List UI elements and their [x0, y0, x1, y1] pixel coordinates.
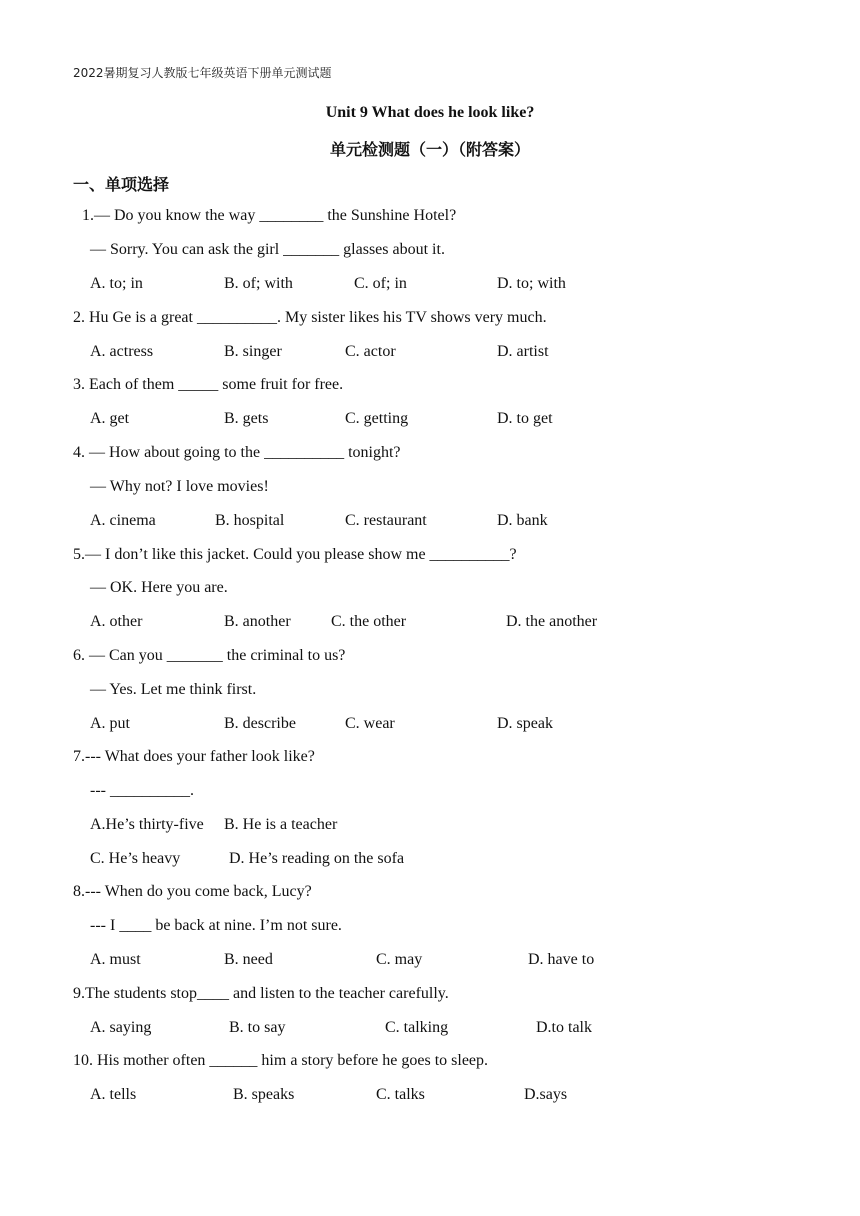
test-subtitle: 单元检测题（一）（附答案）: [329, 140, 530, 159]
question-10-stem: 10. His mother often ______ him a story before he goes to sleep.: [73, 1052, 489, 1069]
question-1-reply: — Sorry. You can ask the girl _______ glasses about it.: [90, 241, 445, 258]
section-heading: 一、单项选择: [73, 175, 170, 194]
option-10d: D.says: [524, 1086, 568, 1103]
option-8d: D. have to: [528, 951, 595, 968]
option-9d: D.to talk: [536, 1019, 592, 1036]
option-7b: B. He is a teacher: [224, 816, 338, 833]
option-9c: C. talking: [385, 1019, 449, 1036]
question-7-reply: --- __________.: [90, 782, 194, 799]
option-10c: C. talks: [376, 1086, 425, 1103]
option-3a: A. get: [90, 410, 130, 427]
option-2a: A. actress: [90, 343, 154, 360]
option-1b: B. of; with: [224, 275, 293, 292]
option-5d: D. the another: [506, 613, 598, 630]
option-5a: A. other: [90, 613, 143, 630]
question-6-stem: 6. — Can you _______ the criminal to us?: [73, 647, 346, 664]
option-4d: D. bank: [497, 512, 548, 529]
option-4c: C. restaurant: [345, 512, 427, 529]
unit-title: Unit 9 What does he look like?: [325, 104, 535, 121]
question-7-stem: 7.--- What does your father look like?: [73, 748, 315, 765]
option-6d: D. speak: [497, 715, 553, 732]
option-3c: C. getting: [345, 410, 409, 427]
option-7c: C. He’s heavy: [90, 850, 181, 867]
option-1c: C. of; in: [354, 275, 407, 292]
question-5-stem: 5.— I don’t like this jacket. Could you please show me __________?: [73, 546, 517, 563]
question-6-reply: — Yes. Let me think first.: [90, 681, 257, 698]
question-9-stem: 9.The students stop____ and listen to the teacher carefully.: [73, 985, 449, 1002]
option-3b: B. gets: [224, 410, 269, 427]
option-2b: B. singer: [224, 343, 282, 360]
option-2d: D. artist: [497, 343, 549, 360]
option-8b: B. need: [224, 951, 273, 968]
option-3d: D. to get: [497, 410, 553, 427]
option-8c: C. may: [376, 951, 423, 968]
option-9a: A. saying: [90, 1019, 152, 1036]
option-5c: C. the other: [331, 613, 407, 630]
option-6c: C. wear: [345, 715, 395, 732]
option-8a: A. must: [90, 951, 141, 968]
option-10b: B. speaks: [233, 1086, 295, 1103]
option-5b: B. another: [224, 613, 291, 630]
option-1a: A. to; in: [90, 275, 143, 292]
option-4b: B. hospital: [215, 512, 285, 529]
question-4-stem: 4. — How about going to the __________ tonight?: [73, 444, 401, 461]
option-7d: D. He’s reading on the sofa: [229, 850, 405, 867]
question-8-stem: 8.--- When do you come back, Lucy?: [73, 883, 312, 900]
question-2-stem: 2. Hu Ge is a great __________. My sister likes his TV shows very much.: [73, 309, 547, 326]
option-6a: A. put: [90, 715, 130, 732]
option-2c: C. actor: [345, 343, 396, 360]
question-8-reply: --- I ____ be back at nine. I’m not sure.: [90, 917, 342, 934]
option-1d: D. to; with: [497, 275, 566, 292]
option-10a: A. tells: [90, 1086, 137, 1103]
option-7a: A.He’s thirty-five: [90, 816, 204, 833]
question-3-stem: 3. Each of them _____ some fruit for free.: [73, 376, 344, 393]
question-4-reply: — Why not? I love movies!: [90, 478, 269, 495]
question-5-reply: — OK. Here you are.: [90, 579, 228, 596]
option-6b: B. describe: [224, 715, 296, 732]
page-header: 2022暑期复习人教版七年级英语下册单元测试题: [73, 66, 332, 80]
option-4a: A. cinema: [90, 512, 156, 529]
option-9b: B. to say: [229, 1019, 286, 1036]
question-1-stem: 1.— Do you know the way ________ the Sunshine Hotel?: [82, 207, 457, 224]
